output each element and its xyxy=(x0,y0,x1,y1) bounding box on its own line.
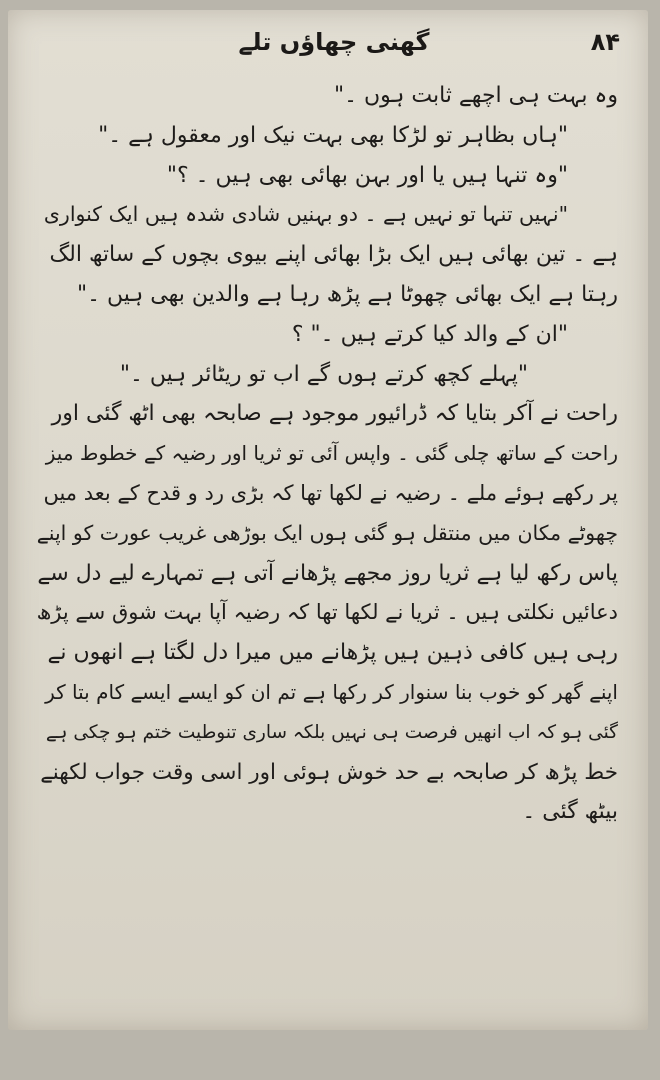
text-line: پر رکھے ہوئے ملے ۔ رضیہ نے لکھا تھا کہ بڑی رد و قدح کے بعد میں xyxy=(43,480,618,505)
page-number: ۸۴ xyxy=(590,28,620,56)
text-line: راحت کے ساتھ چلی گئی ۔ واپس آئی تو ثریا اور رضیہ کے خطوط میز xyxy=(45,441,618,466)
text-line: خط پڑھ کر صابحہ بے حد خوش ہوئی اور اسی وقت جواب لکھنے xyxy=(40,759,618,785)
text-line: "ان کے والد کیا کرتے ہیں ۔" ؟ xyxy=(291,321,568,347)
text-line: پاس رکھ لیا ہے ثریا روز مجھے پڑھانے آتی ہے تمہارے لیے دل سے xyxy=(37,560,618,586)
text-line: چھوٹے مکان میں منتقل ہو گئی ہوں ایک بوڑھی غریب عورت کو اپنے xyxy=(36,520,618,545)
page-header xyxy=(48,28,620,68)
text-line: "ہاں بظاہر تو لڑکا بھی بہت نیک اور معقول ہے ۔" xyxy=(98,122,568,148)
text-line: رہتا ہے ایک بھائی چھوٹا ہے پڑھ رہا ہے والدین بھی ہیں ۔" xyxy=(77,281,618,307)
text-line: "پہلے کچھ کرتے ہوں گے اب تو ریٹائر ہیں ۔" xyxy=(119,361,528,387)
text-line: "وہ تنہا ہیں یا اور بہن بھائی بھی ہیں ۔ ؟" xyxy=(166,162,568,188)
text-line: وہ بہت ہی اچھے ثابت ہوں ۔" xyxy=(333,83,618,108)
text-line: راحت نے آکر بتایا کہ ڈرائیور موجود ہے صابحہ بھی اٹھ گئی اور xyxy=(51,401,618,427)
book-page xyxy=(8,10,648,1030)
text-line: رہی ہیں کافی ذہین ہیں پڑھانے میں میرا دل لگتا ہے انھوں نے xyxy=(47,640,618,666)
text-line: بیٹھ گئی ۔ xyxy=(522,799,618,825)
text-line: گئی ہو کہ اب انھیں فرصت ہی نہیں بلکہ ساری تنوطیت ختم ہو چکی ہے xyxy=(45,721,618,743)
text-line: اپنے گھر کو خوب بنا سنوار کر رکھا ہے تم ان کو ایسے ایسے کام بتا کر xyxy=(45,679,618,704)
text-line: ہے ۔ تین بھائی ہیں ایک بڑا بھائی اپنے بیوی بچوں کے ساتھ الگ xyxy=(49,242,618,268)
text-line: "نہیں تنہا تو نہیں ہے ۔ دو بہنیں شادی شدہ ہیں ایک کنواری xyxy=(43,202,568,227)
body-text xyxy=(34,76,618,832)
running-title: گھنی چھاؤں تلے xyxy=(238,28,430,56)
text-line: دعائیں نکلتی ہیں ۔ ثریا نے لکھا تھا کہ رضیہ آپا بہت شوق سے پڑھ xyxy=(36,600,618,625)
